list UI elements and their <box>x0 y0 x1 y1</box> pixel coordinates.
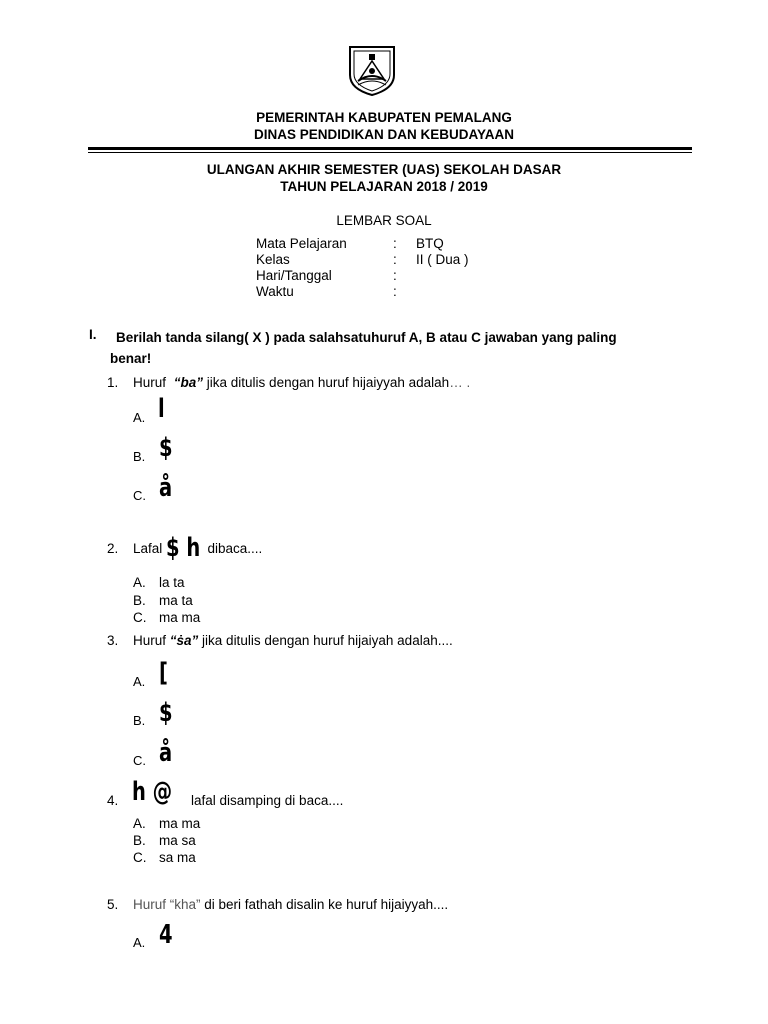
option-arabic-glyph: å <box>159 738 173 768</box>
info-value-class: II ( Dua ) <box>416 252 469 267</box>
question-text: lafal disamping di baca.... <box>191 793 344 808</box>
question-text-post: jika ditulis dengan huruf hijaiyyah adalah <box>203 375 450 390</box>
question-term: “ba” <box>173 375 204 390</box>
info-label-time: Waktu <box>256 284 294 299</box>
option-letter: A. <box>133 575 146 590</box>
option-arabic-glyph: $ <box>159 433 173 463</box>
question-number: 1. <box>107 375 119 390</box>
info-colon: : <box>393 236 397 251</box>
option-arabic-glyph: å <box>159 473 173 503</box>
option-letter: C. <box>133 488 146 503</box>
exam-title: ULANGAN AKHIR SEMESTER (UAS) SEKOLAH DASAR <box>206 162 562 177</box>
option-arabic-glyph: $ <box>159 698 173 728</box>
option-letter: B. <box>133 713 146 728</box>
question-arabic-glyph: h @ <box>132 777 173 807</box>
option-text: ma sa <box>159 833 196 848</box>
section-instruction-line2: benar! <box>110 351 152 366</box>
option-letter: C. <box>133 753 146 768</box>
option-arabic-glyph: 4 <box>159 920 173 950</box>
header-divider-thick <box>88 147 692 150</box>
question-text <box>133 535 262 561</box>
question-number: 5. <box>107 897 119 912</box>
info-value-subject: BTQ <box>416 236 444 251</box>
header-divider-thin <box>88 152 692 153</box>
option-text: ma ta <box>159 593 193 608</box>
academic-year: TAHUN PELAJARAN 2018 / 2019 <box>280 179 488 194</box>
option-text: ma ma <box>159 816 201 831</box>
question-text-post: di beri fathah disalin ke huruf hijaiyyah.... <box>200 897 449 912</box>
question-text <box>133 375 470 390</box>
option-letter: A. <box>133 674 146 689</box>
question-text-pre: Huruf <box>133 633 170 648</box>
question-term: “ṡa” <box>169 633 199 648</box>
option-letter: A. <box>133 816 146 831</box>
option-text: la ta <box>159 575 185 590</box>
question-text <box>133 897 448 912</box>
option-letter: B. <box>133 833 146 848</box>
info-colon: : <box>393 252 397 267</box>
option-letter: C. <box>133 610 147 625</box>
option-letter: A. <box>133 410 146 425</box>
section-instruction <box>110 327 696 369</box>
option-letter: B. <box>133 449 146 464</box>
question-text-post: dibaca.... <box>203 541 263 556</box>
sheet-title: LEMBAR SOAL <box>336 213 432 228</box>
info-colon: : <box>393 284 397 299</box>
question-text-pre: Huruf “kha” <box>133 897 201 912</box>
question-number: 4. <box>107 793 119 808</box>
question-text <box>133 633 453 648</box>
option-arabic-glyph: l <box>158 394 165 424</box>
option-letter: B. <box>133 593 146 608</box>
section-number: I. <box>89 327 97 342</box>
question-number: 2. <box>107 541 119 556</box>
question-number: 3. <box>107 633 119 648</box>
option-letter: A. <box>133 935 146 950</box>
info-label-class: Kelas <box>256 252 290 267</box>
question-text-post: jika ditulis dengan huruf hijaiyah adalah.... <box>198 633 453 648</box>
question-text-pre: Huruf <box>133 375 170 390</box>
question-arabic-glyph: $ h <box>166 533 201 563</box>
option-text: ma ma <box>159 610 201 625</box>
regency-emblem-icon <box>344 41 400 97</box>
question-text-pre: Lafal <box>133 541 167 556</box>
option-letter: C. <box>133 850 147 865</box>
info-label-date: Hari/Tanggal <box>256 268 332 283</box>
option-text: sa ma <box>159 850 196 865</box>
section-instruction-line1: Berilah tanda silang( X ) pada salahsatuhuruf A, B atau C jawaban yang paling <box>116 330 617 345</box>
info-colon: : <box>393 268 397 283</box>
question-text-tail: … . <box>449 375 471 390</box>
option-arabic-glyph: [ <box>159 658 168 688</box>
header-department: DINAS PENDIDIKAN DAN KEBUDAYAAN <box>253 127 515 142</box>
header-government: PEMERINTAH KABUPATEN PEMALANG <box>256 110 512 125</box>
info-label-subject: Mata Pelajaran <box>256 236 347 251</box>
